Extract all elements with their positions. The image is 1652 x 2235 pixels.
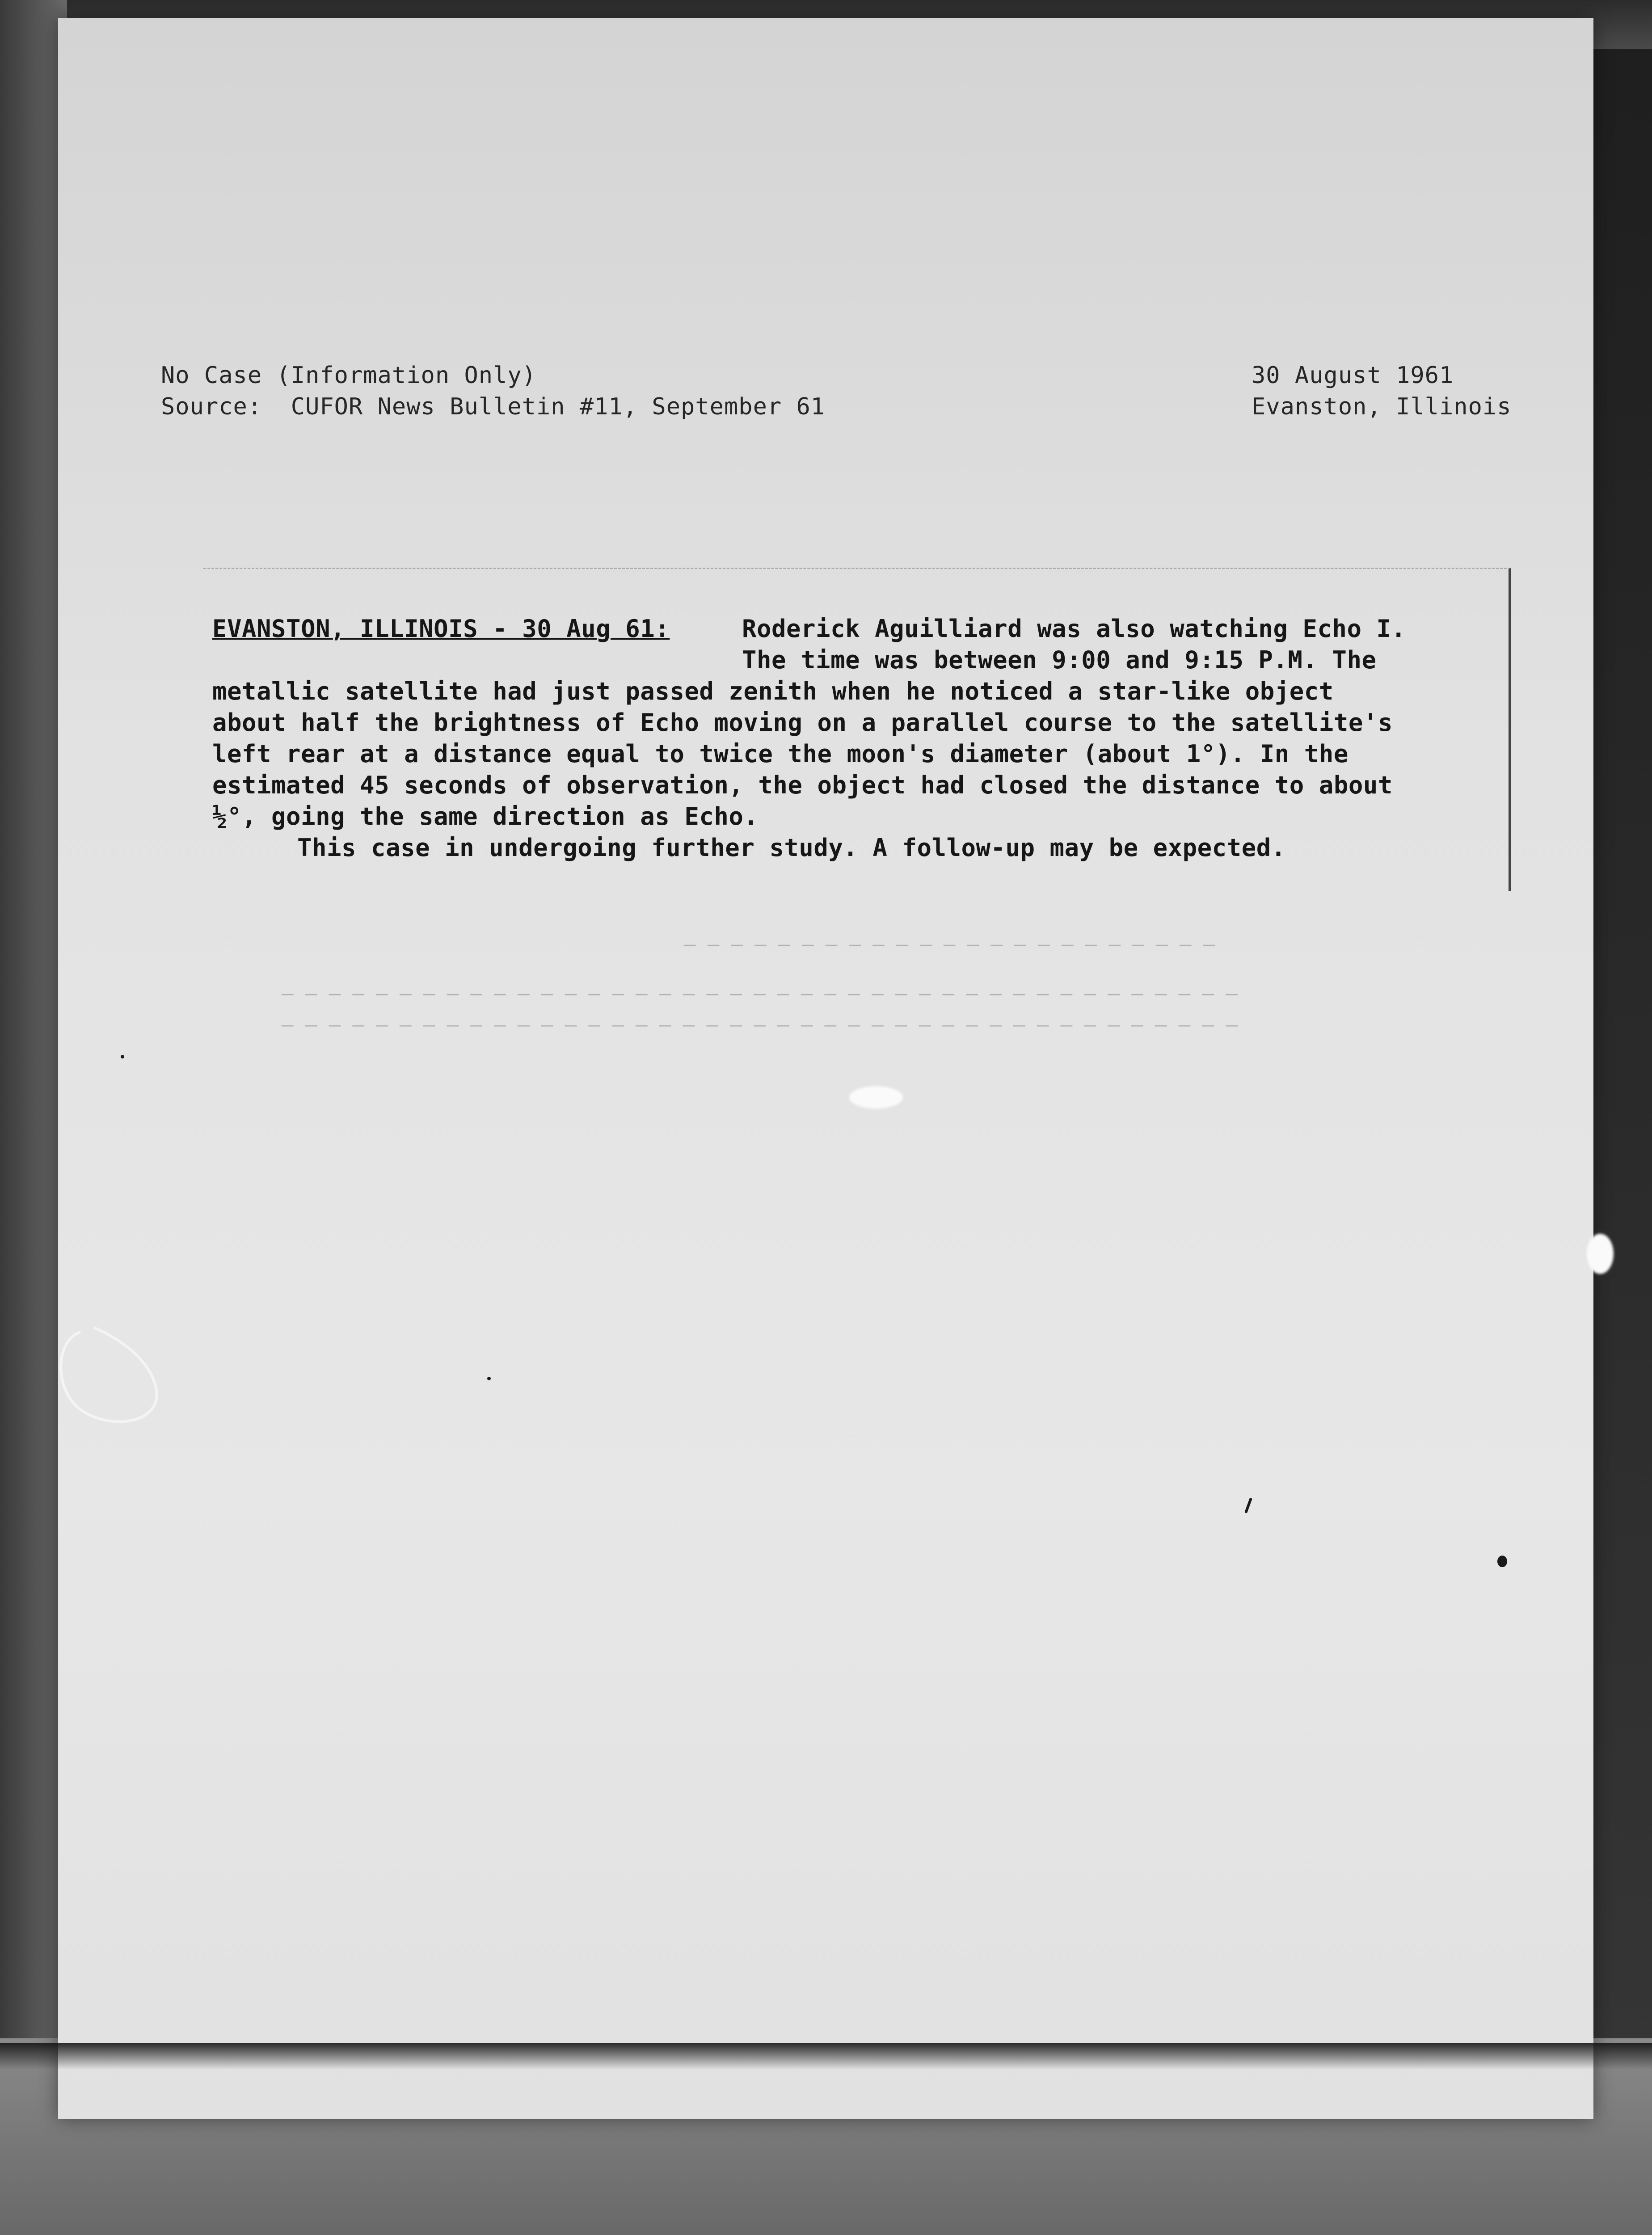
clipping-line: left rear at a distance equal to twice the moon's diameter (about 1°). In the [212, 740, 1349, 768]
report-location: Evanston, Illinois [1252, 393, 1512, 420]
clipping-line: Roderick Aguilliard was also watching Echo I. [742, 615, 1406, 643]
bleed-through-text: — — — — — — — — — — — — — — — — — — — — — — — — — — — — — — — — — — — — — — — — — [282, 983, 1238, 1006]
sheet-edge-shadow [0, 2043, 1652, 2070]
dust-speck [1497, 1556, 1507, 1567]
clipping-line: metallic satellite had just passed zenith when he noticed a star-like object [212, 677, 1334, 705]
report-date: 30 August 1961 [1252, 362, 1454, 389]
clipping-line: This case in undergoing further study. A follow-up may be expected. [297, 834, 1286, 862]
case-line: No Case (Information Only) [161, 362, 536, 389]
white-blot [849, 1086, 903, 1109]
source-line: Source: CUFOR News Bulletin #11, September 61 [161, 393, 826, 420]
dust-speck [1244, 1497, 1252, 1514]
scan-left-border [0, 0, 67, 2235]
clipping-line: estimated 45 seconds of observation, the object had closed the distance to about [212, 771, 1393, 799]
document-sheet [58, 18, 1593, 2119]
clipping-line: The time was between 9:00 and 9:15 P.M. The [742, 646, 1377, 674]
dust-speck [121, 1055, 124, 1058]
clipping-headline: EVANSTON, ILLINOIS - 30 Aug 61: [212, 615, 670, 643]
bleed-through-text: — — — — — — — — — — — — — — — — — — — — — — — — — — — — — — — — — — — — — — — — — [282, 1015, 1238, 1037]
pencil-loop-mark [45, 1305, 179, 1457]
bleed-through-text: — — — — — — — — — — — — — — — — — — — — — — — [684, 934, 1215, 957]
clipping-line: ½°, going the same direction as Echo. [212, 802, 759, 831]
white-blot [1587, 1234, 1614, 1274]
clipping-line: about half the brightness of Echo moving on a parallel course to the satellite's [212, 708, 1393, 737]
dust-speck [487, 1377, 491, 1380]
